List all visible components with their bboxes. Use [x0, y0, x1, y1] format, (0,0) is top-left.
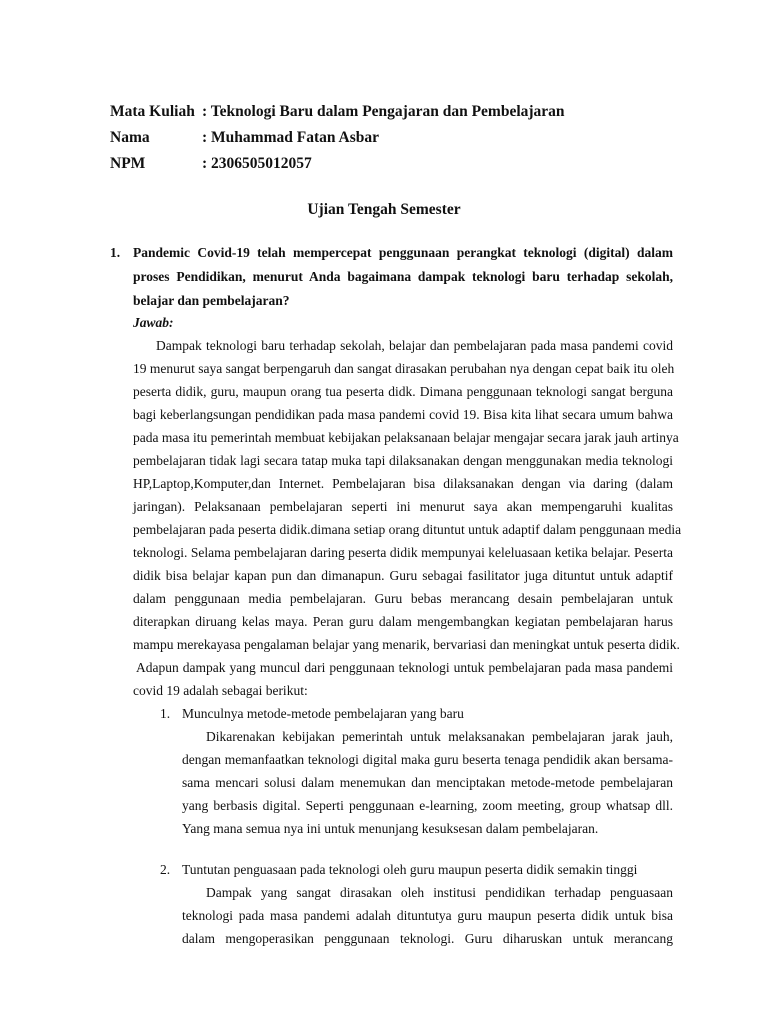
page-title: Ujian Tengah Semester	[307, 201, 461, 218]
point-line: teknologi pada masa pandemi adalah dituntutya guru maupun peserta didik untuk bisa	[182, 908, 673, 923]
answer-line: 19 menurut saya sangat berpengaruh dan sangat dirasakan perubahan nya dengan cepat baik itu oleh	[133, 361, 675, 376]
header-course-row	[110, 103, 565, 121]
answer-line: covid 19 adalah sebagai berikut:	[133, 683, 308, 698]
point-line: dengan memanfaatkan teknologi digital maka guru beserta tenaga pendidik akan bersama-	[182, 752, 673, 767]
answer-line: pada masa itu pemerintah membuat kebijakan pelaksanaan belajar mengajar secara jarak jauh artinya	[133, 430, 679, 445]
point-line: yang berbasis digital. Seperti penggunaan e-learning, zoom meeting, group whatsap dll.	[182, 798, 673, 813]
point-line: Dampak yang sangat dirasakan oleh institusi pendidikan terhadap penguasaan	[206, 885, 673, 900]
question-number: 1.	[110, 245, 121, 260]
header-npm-row	[110, 155, 312, 173]
point-line: sama mencari solusi dalam menemukan dan menciptakan metode-metode pembelajaran	[182, 775, 673, 790]
point-line: dalam mengoperasikan penggunaan teknologi. Guru diharuskan untuk merancang	[182, 931, 673, 946]
answer-line: didik bisa belajar kapan pun dan dimanapun. Guru sebagai fasilitator juga dituntut untuk adaptif	[133, 568, 673, 583]
answer-line: diterapkan diruang kelas maya. Peran guru dalam mengembangkan kegiatan pembelajaran harus	[133, 614, 673, 629]
npm-value: : 2306505012057	[202, 155, 312, 172]
point-number: 2.	[160, 862, 171, 877]
course-label: Mata Kuliah	[110, 103, 195, 120]
name-value: : Muhammad Fatan Asbar	[202, 129, 379, 146]
point-title: Tuntutan penguasaan pada teknologi oleh guru maupun peserta didik semakin tinggi	[182, 862, 638, 877]
answer-line: teknologi. Selama pembelajaran daring peserta didik mempunyai keleluasaan ketika belajar. Peserta	[133, 545, 673, 560]
point-line: Dikarenakan kebijakan pemerintah untuk melaksanakan pembelajaran jarak jauh,	[206, 729, 673, 744]
name-label: Nama	[110, 129, 150, 146]
answer-line: bagi keberlangsungan pendidikan pada masa pandemi covid 19. Bisa kita lihat secara umum bahwa	[133, 407, 673, 422]
npm-label: NPM	[110, 155, 146, 172]
point-line: Yang mana semua nya ini untuk menunjang kesuksesan dalam pembelajaran.	[182, 821, 599, 836]
point-number: 1.	[160, 706, 171, 721]
answer-line: Adapun dampak yang muncul dari penggunaan teknologi untuk pembelajaran pada masa pandemi	[136, 660, 673, 675]
answer-line: Dampak teknologi baru terhadap sekolah, belajar dan pembelajaran pada masa pandemi covid	[156, 338, 673, 353]
course-value: : Teknologi Baru dalam Pengajaran dan Pembelajaran	[202, 103, 565, 120]
answer-line: dalam penggunaan media pembelajaran. Guru bebas merancang desain pembelajaran untuk	[133, 591, 673, 606]
point-title: Munculnya metode-metode pembelajaran yang baru	[182, 706, 464, 721]
answer-line: HP,Laptop,Komputer,dan Internet. Pembelajaran bisa dilaksanakan dengan via daring (dalam	[133, 476, 673, 491]
answer-line: mampu merekayasa pengalaman belajar yang menarik, bervariasi dan meningkat untuk peserta didik.	[133, 637, 680, 652]
answer-line: pembelajaran pada peserta didik.dimana setiap orang dituntut untuk adaptif dalam penggunaan media	[133, 522, 682, 537]
answer-line: peserta didik, guru, maupun orang tua peserta didk. Dimana penggunaan teknologi sangat berguna	[133, 384, 673, 399]
question-line: Pandemic Covid-19 telah mempercepat penggunaan perangkat teknologi (digital) dalam	[133, 245, 673, 260]
answer-line: pembelajaran tidak lagi secara tatap muka tapi dilaksanakan dengan menggunakan media teknologi	[133, 453, 673, 468]
answer-line: jaringan). Pelaksanaan pembelajaran seperti ini menurut saya akan mempengaruhi kualitas	[133, 499, 673, 514]
answer-label: Jawab:	[133, 315, 174, 330]
question-line: belajar dan pembelajaran?	[133, 293, 290, 308]
question-line: proses Pendidikan, menurut Anda bagaimana dampak teknologi baru terhadap sekolah,	[133, 269, 673, 284]
header-name-row	[110, 129, 379, 147]
